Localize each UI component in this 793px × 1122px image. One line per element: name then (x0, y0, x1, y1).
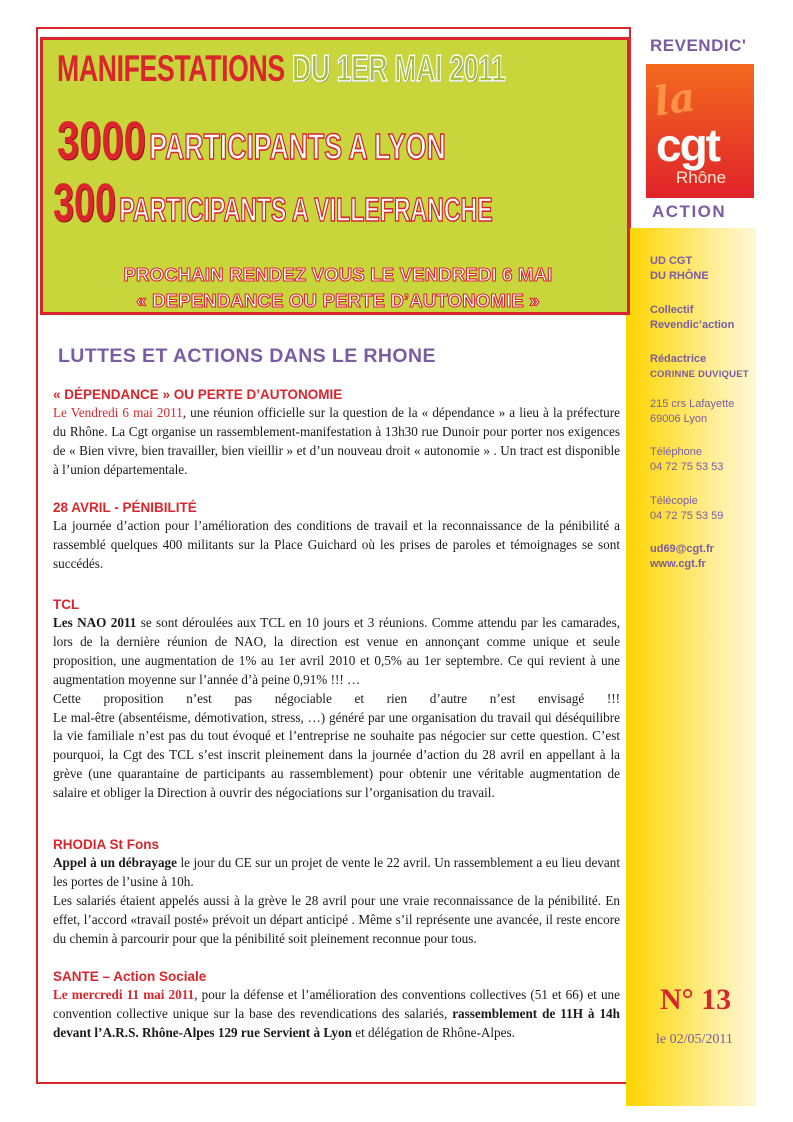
villefranche-text: PARTICIPANTS A VILLEFRANCHE (119, 191, 493, 228)
section-rhodia-lead: Appel à un débrayage (53, 855, 177, 870)
header-title-part1: MANIFESTATIONS (57, 48, 285, 89)
section-tcl-heading: TCL (53, 597, 80, 612)
issue-date: le 02/05/2011 (656, 1032, 733, 1047)
lyon-count: 3000 (57, 111, 146, 171)
header-villefranche-line (53, 172, 493, 234)
section-tcl-text1: se sont déroulées aux TCL en 10 jours et 3 réunions. Comme attendu par les camarades, lors de la dernière réunion de NAO, la direction est venue en annonçant comme unique et seule proposition, une augmentation de 1% au 1er avril 2010 et 0,5% au 1er septembre. Ce qui revient à une augmentation moyenne sur l’année d’à peine 0,91% !!! … (53, 615, 620, 687)
section-sante-bold: rassemblement de 11H à 14h devant l’A.R.S. Rhône-Alpes 129 rue Servient à Lyon (53, 1005, 620, 1040)
section-sante-text2: et délégation de Rhône-Alpes. (351, 1024, 515, 1040)
section-sante-lead: Le mercredi 11 mai 2011 (53, 987, 195, 1002)
sidebar-contact (650, 542, 714, 572)
header-title-part2: DU 1ER MAI 2011 (291, 48, 506, 89)
section-penibilite (53, 499, 620, 574)
logo-action: ACTION (652, 202, 727, 221)
logo-block (646, 64, 754, 198)
sidebar-editor-label: Rédactrice (650, 353, 707, 365)
header-title (57, 48, 506, 90)
section-dependance (53, 386, 620, 480)
sidebar-fax-label: Télécopie (650, 495, 698, 507)
sidebar-address (650, 397, 734, 427)
sidebar-org-line2: DU RHÔNE (650, 270, 709, 282)
logo-revendic: REVENDIC' (650, 36, 747, 55)
section-tcl-para3: Le mal-être (absentéisme, démotivation, stress, …) généré par une organisation du travail qui déséquilibre la vie familiale n’est pas du tout évoqué et l’entreprise ne souhaite pas négocier sur cette question. C’est pourquoi, la Cgt des TCL s’est inscrit pleinement dans la journée d’action du 28 avril en appellant à la grève (une quarantaine de participants au rassemblement) pour obtenir une véritable augmentation de salaire et obliger la Direction à ouvrir des négociations sur l’organisation du travail. (53, 709, 620, 801)
section-sante (53, 968, 620, 1043)
next-meeting-line1: PROCHAIN RENDEZ VOUS LE VENDREDI 6 MAI (123, 264, 553, 285)
section-penibilite-body: La journée d’action pour l’amélioration des conditions de travail et la reconnaissance de la pénibilité a rassemblé quelques 400 militants sur la Place Guichard où les prises de paroles et témoignages se sont succédés. (53, 518, 620, 571)
logo-cgt: cgt (656, 119, 719, 171)
section-rhodia (53, 836, 620, 949)
issue-number: N° 13 (660, 983, 732, 1016)
sidebar-website-link[interactable]: www.cgt.fr (650, 558, 706, 570)
sidebar-collective-line1: Collectif (650, 304, 694, 316)
sidebar-phone-number: 04 72 75 53 53 (650, 461, 724, 473)
cgt-logo (642, 36, 760, 228)
sidebar-collective-line2: Revendic’action (650, 319, 735, 331)
section-tcl-para2: Cette proposition n’est pas négociable et rien d’autre n’est envisagé !!! (53, 690, 620, 706)
sidebar-phone (650, 445, 723, 475)
next-meeting-line2: « DEPENDANCE OU PERTE D’AUTONOMIE » (136, 290, 540, 311)
sidebar-collective (650, 303, 734, 333)
logo-la: la (650, 73, 699, 126)
sidebar-address-line2: 69006 Lyon (650, 413, 708, 425)
logo-rhone: Rhône (676, 168, 727, 187)
section-sante-heading: SANTE – Action Sociale (53, 969, 207, 984)
section-tcl-para1 (53, 614, 620, 690)
sidebar-org (650, 254, 709, 284)
sidebar-phone-label: Téléphone (650, 446, 702, 458)
section-sante-body (53, 986, 620, 1043)
section-penibilite-heading: 28 AVRIL - PÉNIBILITÉ (53, 500, 197, 515)
section-dependance-text: , une réunion officielle sur la question de la « dépendance » a lieu à la préfecture du Rhône. La Cgt organise un rassemblement-manifestation à 13h30 rue Dunoir pour porter nos exigences de « Bien vivre, bien travailler, bien vieillir » et d’un nouveau droit « autonomie » . Un tract est disponible à l’union départementale. (53, 405, 620, 477)
section-dependance-lead: Le Vendredi 6 mai 2011 (53, 405, 183, 420)
section-rhodia-heading: RHODIA St Fons (53, 837, 159, 852)
section-rhodia-text1: le jour du CE sur un projet de vente le 22 avril. Un rassemblement a eu lieu devant les portes de l’usine à 10h. (53, 855, 620, 889)
main-title: LUTTES ET ACTIONS DANS LE RHONE (58, 345, 436, 367)
sidebar-org-line1: UD CGT (650, 255, 693, 267)
section-dependance-body (53, 404, 620, 480)
sidebar-fax-number: 04 72 75 53 59 (650, 510, 724, 522)
section-dependance-heading: « DÉPENDANCE » OU PERTE D’AUTONOMIE (53, 387, 343, 402)
section-rhodia-para2: Les salariés étaient appelés aussi à la grève le 28 avril pour une vraie reconnaissance de la pénibilité. En effet, l’accord «travail posté» prévoit un départ anticipé . Même s’il représente une avancée, il reste encore du chemin à parcourir pour que la pénibilité soit pleinement reconnue pour tous. (53, 892, 620, 946)
villefranche-count: 300 (53, 173, 117, 233)
sidebar-address-line1: 215 crs Lafayette (650, 398, 735, 410)
sidebar-editor (650, 352, 749, 382)
lyon-text: PARTICIPANTS A LYON (149, 126, 446, 167)
sidebar-fax (650, 494, 723, 524)
section-rhodia-para1 (53, 854, 620, 892)
sidebar-editor-name: CORINNE DUVIQUET (650, 369, 749, 380)
header-lyon-line (57, 110, 446, 172)
sidebar-email-link[interactable]: ud69@cgt.fr (650, 543, 714, 555)
header-banner (40, 37, 630, 315)
section-sante-text1: , pour la défense et l’amélioration des conventions collectives (51 et 66) et une convention collective unique sur la base des revendications des salariés, (53, 987, 620, 1021)
section-tcl-lead: Les NAO 2011 (53, 615, 137, 630)
section-tcl (53, 596, 620, 803)
